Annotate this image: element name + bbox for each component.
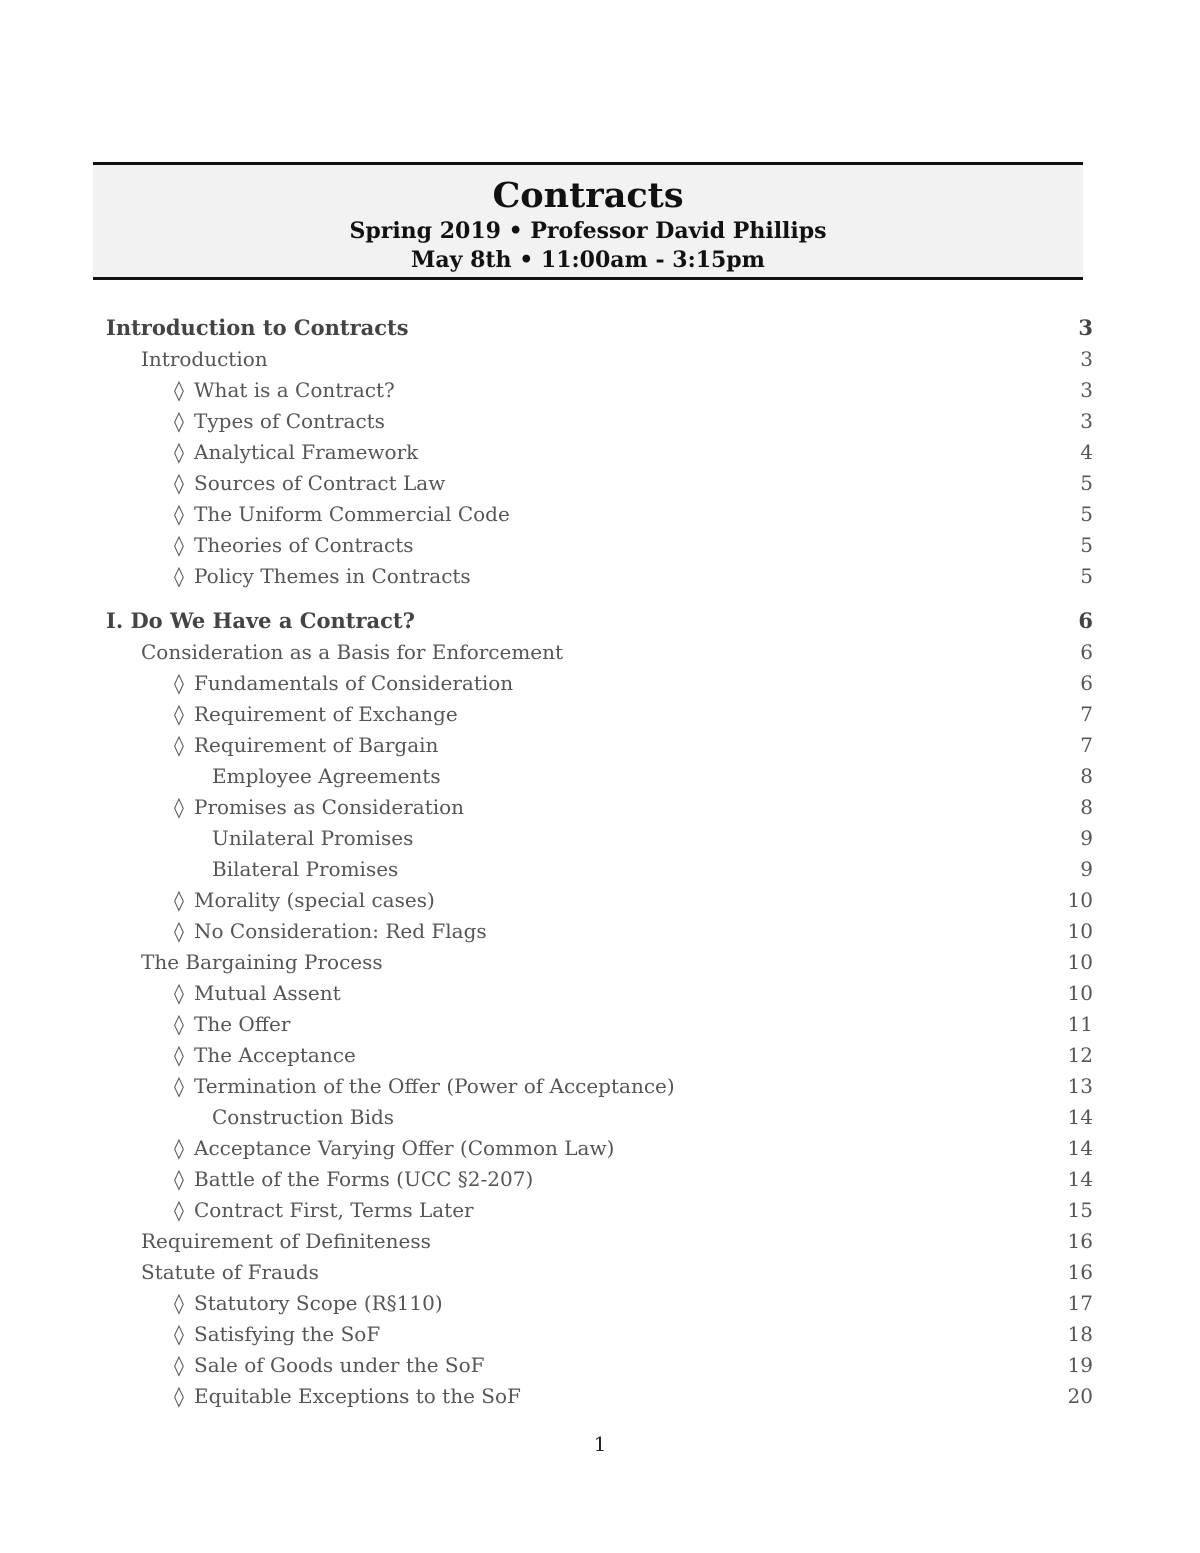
- toc-entry-title: [174, 885, 435, 915]
- toc-entry-page: 5: [1080, 564, 1093, 588]
- toc-entry-title: [174, 668, 513, 698]
- toc-entry-text: Acceptance Varying Offer (Common Law): [194, 1136, 615, 1160]
- diamond-bullet-icon: ◊: [174, 1291, 184, 1315]
- toc-entry-title: [174, 499, 510, 529]
- toc-entry-text: Introduction to Contracts: [106, 315, 409, 340]
- toc-entry-page: 14: [1067, 1167, 1093, 1191]
- toc-entry-title: [174, 1071, 675, 1101]
- toc-entry-title: [212, 1102, 394, 1132]
- toc-entry-text: Introduction: [141, 347, 268, 371]
- exam-date-line: May 8th • 11:00am - 3:15pm: [411, 247, 765, 273]
- toc-entry-title: [174, 1133, 614, 1163]
- toc-entry-page: 5: [1080, 471, 1093, 495]
- toc-entry-text: Equitable Exceptions to the SoF: [194, 1384, 521, 1408]
- toc-entry-text: Statute of Frauds: [141, 1260, 319, 1284]
- toc-entry-page: 16: [1067, 1260, 1093, 1284]
- toc-entry-page: 16: [1067, 1229, 1093, 1253]
- toc-entry-page: 13: [1067, 1074, 1093, 1098]
- diamond-bullet-icon: ◊: [174, 1043, 184, 1067]
- toc-entry-page: 10: [1067, 919, 1093, 943]
- toc-entry[interactable]: [0, 1257, 1200, 1287]
- toc-entry-text: The Uniform Commercial Code: [194, 502, 510, 526]
- toc-entry[interactable]: [0, 561, 1200, 591]
- toc-entry[interactable]: [0, 406, 1200, 436]
- toc-entry[interactable]: [0, 1164, 1200, 1194]
- toc-entry-page: 14: [1067, 1136, 1093, 1160]
- toc-entry-text: Bilateral Promises: [212, 857, 399, 881]
- toc-entry-text: Battle of the Forms (UCC §2-207): [194, 1167, 534, 1191]
- diamond-bullet-icon: ◊: [174, 502, 184, 526]
- toc-entry-title: [174, 792, 464, 822]
- toc-entry-page: 5: [1080, 533, 1093, 557]
- toc-entry-page: 4: [1080, 440, 1093, 464]
- toc-entry[interactable]: [0, 823, 1200, 853]
- toc-entry-title: [174, 406, 385, 436]
- toc-entry[interactable]: [0, 313, 1200, 343]
- toc-entry[interactable]: [0, 792, 1200, 822]
- toc-entry-title: [141, 637, 563, 667]
- toc-entry-title: [212, 823, 413, 853]
- toc-entry-page: 10: [1067, 950, 1093, 974]
- toc-entry-page: 19: [1067, 1353, 1093, 1377]
- toc-entry[interactable]: [0, 1195, 1200, 1225]
- toc-entry-page: 3: [1078, 315, 1093, 340]
- toc-entry[interactable]: [0, 437, 1200, 467]
- diamond-bullet-icon: ◊: [174, 1136, 184, 1160]
- toc-entry-page: 11: [1067, 1012, 1093, 1036]
- toc-entry-text: Requirement of Exchange: [194, 702, 458, 726]
- toc-entry-page: 18: [1067, 1322, 1093, 1346]
- toc-entry[interactable]: [0, 916, 1200, 946]
- diamond-bullet-icon: ◊: [174, 702, 184, 726]
- toc-entry-title: [174, 1040, 356, 1070]
- toc-entry-text: Fundamentals of Consideration: [194, 671, 514, 695]
- toc-entry[interactable]: [0, 1009, 1200, 1039]
- diamond-bullet-icon: ◊: [174, 533, 184, 557]
- diamond-bullet-icon: ◊: [174, 1384, 184, 1408]
- toc-entry-title: [174, 1319, 380, 1349]
- toc-entry-text: Employee Agreements: [212, 764, 441, 788]
- toc-entry[interactable]: [0, 1319, 1200, 1349]
- toc-entry-title: [174, 978, 341, 1008]
- toc-entry-text: Consideration as a Basis for Enforcement: [141, 640, 564, 664]
- toc-entry[interactable]: [0, 1102, 1200, 1132]
- page-number: 1: [593, 1432, 607, 1456]
- toc-entry-text: Analytical Framework: [194, 440, 419, 464]
- toc-entry[interactable]: [0, 468, 1200, 498]
- toc-entry-title: [174, 730, 438, 760]
- toc-entry-page: 10: [1067, 888, 1093, 912]
- toc-entry-text: Construction Bids: [212, 1105, 395, 1129]
- toc-entry-title: [141, 947, 383, 977]
- toc-entry-title: [174, 437, 418, 467]
- toc-entry[interactable]: [0, 637, 1200, 667]
- toc-entry-title: [174, 1381, 521, 1411]
- toc-entry[interactable]: [0, 344, 1200, 374]
- toc-entry-title: [174, 1164, 533, 1194]
- toc-entry-page: 8: [1080, 795, 1093, 819]
- toc-entry[interactable]: [0, 699, 1200, 729]
- toc-entry[interactable]: [0, 1288, 1200, 1318]
- toc-entry-title: [106, 313, 409, 343]
- diamond-bullet-icon: ◊: [174, 1167, 184, 1191]
- toc-entry-title: [174, 468, 445, 498]
- toc-entry[interactable]: [0, 730, 1200, 760]
- toc-entry-title: [174, 1288, 443, 1318]
- toc-entry-title: [174, 375, 395, 405]
- toc-entry[interactable]: [0, 606, 1200, 636]
- toc-entry[interactable]: [0, 499, 1200, 529]
- toc-entry[interactable]: [0, 1381, 1200, 1411]
- toc-entry-text: Theories of Contracts: [194, 533, 414, 557]
- toc-entry-title: [212, 761, 441, 791]
- toc-entry-text: Statutory Scope (R§110): [194, 1291, 443, 1315]
- toc-entry-text: Morality (special cases): [194, 888, 435, 912]
- toc-entry[interactable]: [0, 1040, 1200, 1070]
- diamond-bullet-icon: ◊: [174, 888, 184, 912]
- toc-entry-page: 3: [1080, 378, 1093, 402]
- toc-entry-title: [141, 344, 268, 374]
- toc-entry-text: The Offer: [194, 1012, 291, 1036]
- diamond-bullet-icon: ◊: [174, 1012, 184, 1036]
- diamond-bullet-icon: ◊: [174, 471, 184, 495]
- toc-entry-title: [212, 854, 398, 884]
- toc-entry-text: The Acceptance: [194, 1043, 356, 1067]
- toc-entry[interactable]: [0, 1226, 1200, 1256]
- toc-entry-page: 17: [1067, 1291, 1093, 1315]
- toc-entry-page: 9: [1080, 826, 1093, 850]
- toc-entry-title: [141, 1257, 319, 1287]
- toc-entry[interactable]: [0, 854, 1200, 884]
- toc-entry-page: 14: [1067, 1105, 1093, 1129]
- toc-entry-text: Satisfying the SoF: [194, 1322, 381, 1346]
- diamond-bullet-icon: ◊: [174, 1322, 184, 1346]
- diamond-bullet-icon: ◊: [174, 564, 184, 588]
- toc-entry-text: Promises as Consideration: [194, 795, 465, 819]
- toc-entry-page: 5: [1080, 502, 1093, 526]
- toc-entry-text: Requirement of Definiteness: [141, 1229, 431, 1253]
- toc-entry-title: [174, 530, 414, 560]
- toc-entry-title: [174, 1009, 290, 1039]
- toc-entry[interactable]: [0, 530, 1200, 560]
- toc-entry-text: No Consideration: Red Flags: [194, 919, 487, 943]
- toc-entry-text: Requirement of Bargain: [194, 733, 439, 757]
- toc-entry-title: [174, 699, 458, 729]
- toc-entry-page: 8: [1080, 764, 1093, 788]
- toc-entry-text: The Bargaining Process: [141, 950, 383, 974]
- toc-entry[interactable]: [0, 761, 1200, 791]
- toc-entry[interactable]: [0, 947, 1200, 977]
- course-subtitle: Spring 2019 • Professor David Phillips: [349, 218, 827, 244]
- toc-entry-page: 9: [1080, 857, 1093, 881]
- diamond-bullet-icon: ◊: [174, 795, 184, 819]
- diamond-bullet-icon: ◊: [174, 1353, 184, 1377]
- diamond-bullet-icon: ◊: [174, 378, 184, 402]
- toc-entry-page: 6: [1080, 671, 1093, 695]
- toc-entry-text: Sources of Contract Law: [194, 471, 446, 495]
- toc-entry-page: 10: [1067, 981, 1093, 1005]
- diamond-bullet-icon: ◊: [174, 440, 184, 464]
- diamond-bullet-icon: ◊: [174, 1074, 184, 1098]
- diamond-bullet-icon: ◊: [174, 671, 184, 695]
- toc-entry-page: 6: [1080, 640, 1093, 664]
- toc-entry-text: Termination of the Offer (Power of Acceptance): [194, 1074, 675, 1098]
- title-block: [93, 162, 1083, 280]
- toc-entry-text: Sale of Goods under the SoF: [194, 1353, 485, 1377]
- diamond-bullet-icon: ◊: [174, 1198, 184, 1222]
- toc-entry[interactable]: [0, 668, 1200, 698]
- toc-entry-page: 3: [1080, 347, 1093, 371]
- toc-entry-text: Contract First, Terms Later: [194, 1198, 474, 1222]
- toc-entry-title: [174, 1195, 474, 1225]
- toc-entry-title: [141, 1226, 431, 1256]
- toc-entry-page: 7: [1080, 702, 1093, 726]
- toc-entry[interactable]: [0, 375, 1200, 405]
- toc-entry-page: 3: [1080, 409, 1093, 433]
- toc-entry[interactable]: [0, 1133, 1200, 1163]
- toc-entry-text: Policy Themes in Contracts: [194, 564, 471, 588]
- toc-entry-text: What is a Contract?: [194, 378, 395, 402]
- diamond-bullet-icon: ◊: [174, 981, 184, 1005]
- diamond-bullet-icon: ◊: [174, 733, 184, 757]
- toc-entry-text: Mutual Assent: [194, 981, 341, 1005]
- toc-entry-text: I. Do We Have a Contract?: [106, 608, 415, 633]
- toc-entry-text: Unilateral Promises: [212, 826, 414, 850]
- toc-entry-page: 7: [1080, 733, 1093, 757]
- toc-entry[interactable]: [0, 1350, 1200, 1380]
- toc-entry[interactable]: [0, 885, 1200, 915]
- toc-entry-title: [174, 916, 487, 946]
- toc-entry-title: [106, 606, 415, 636]
- toc-entry[interactable]: [0, 978, 1200, 1008]
- toc-entry-page: 12: [1067, 1043, 1093, 1067]
- toc-entry-title: [174, 561, 471, 591]
- diamond-bullet-icon: ◊: [174, 919, 184, 943]
- toc-entry-page: 15: [1067, 1198, 1093, 1222]
- document-title: Contracts: [492, 175, 684, 216]
- toc-entry-text: Types of Contracts: [194, 409, 385, 433]
- toc-entry-page: 20: [1067, 1384, 1093, 1408]
- toc-entry[interactable]: [0, 1071, 1200, 1101]
- diamond-bullet-icon: ◊: [174, 409, 184, 433]
- toc-entry-page: 6: [1078, 608, 1093, 633]
- toc-entry-title: [174, 1350, 485, 1380]
